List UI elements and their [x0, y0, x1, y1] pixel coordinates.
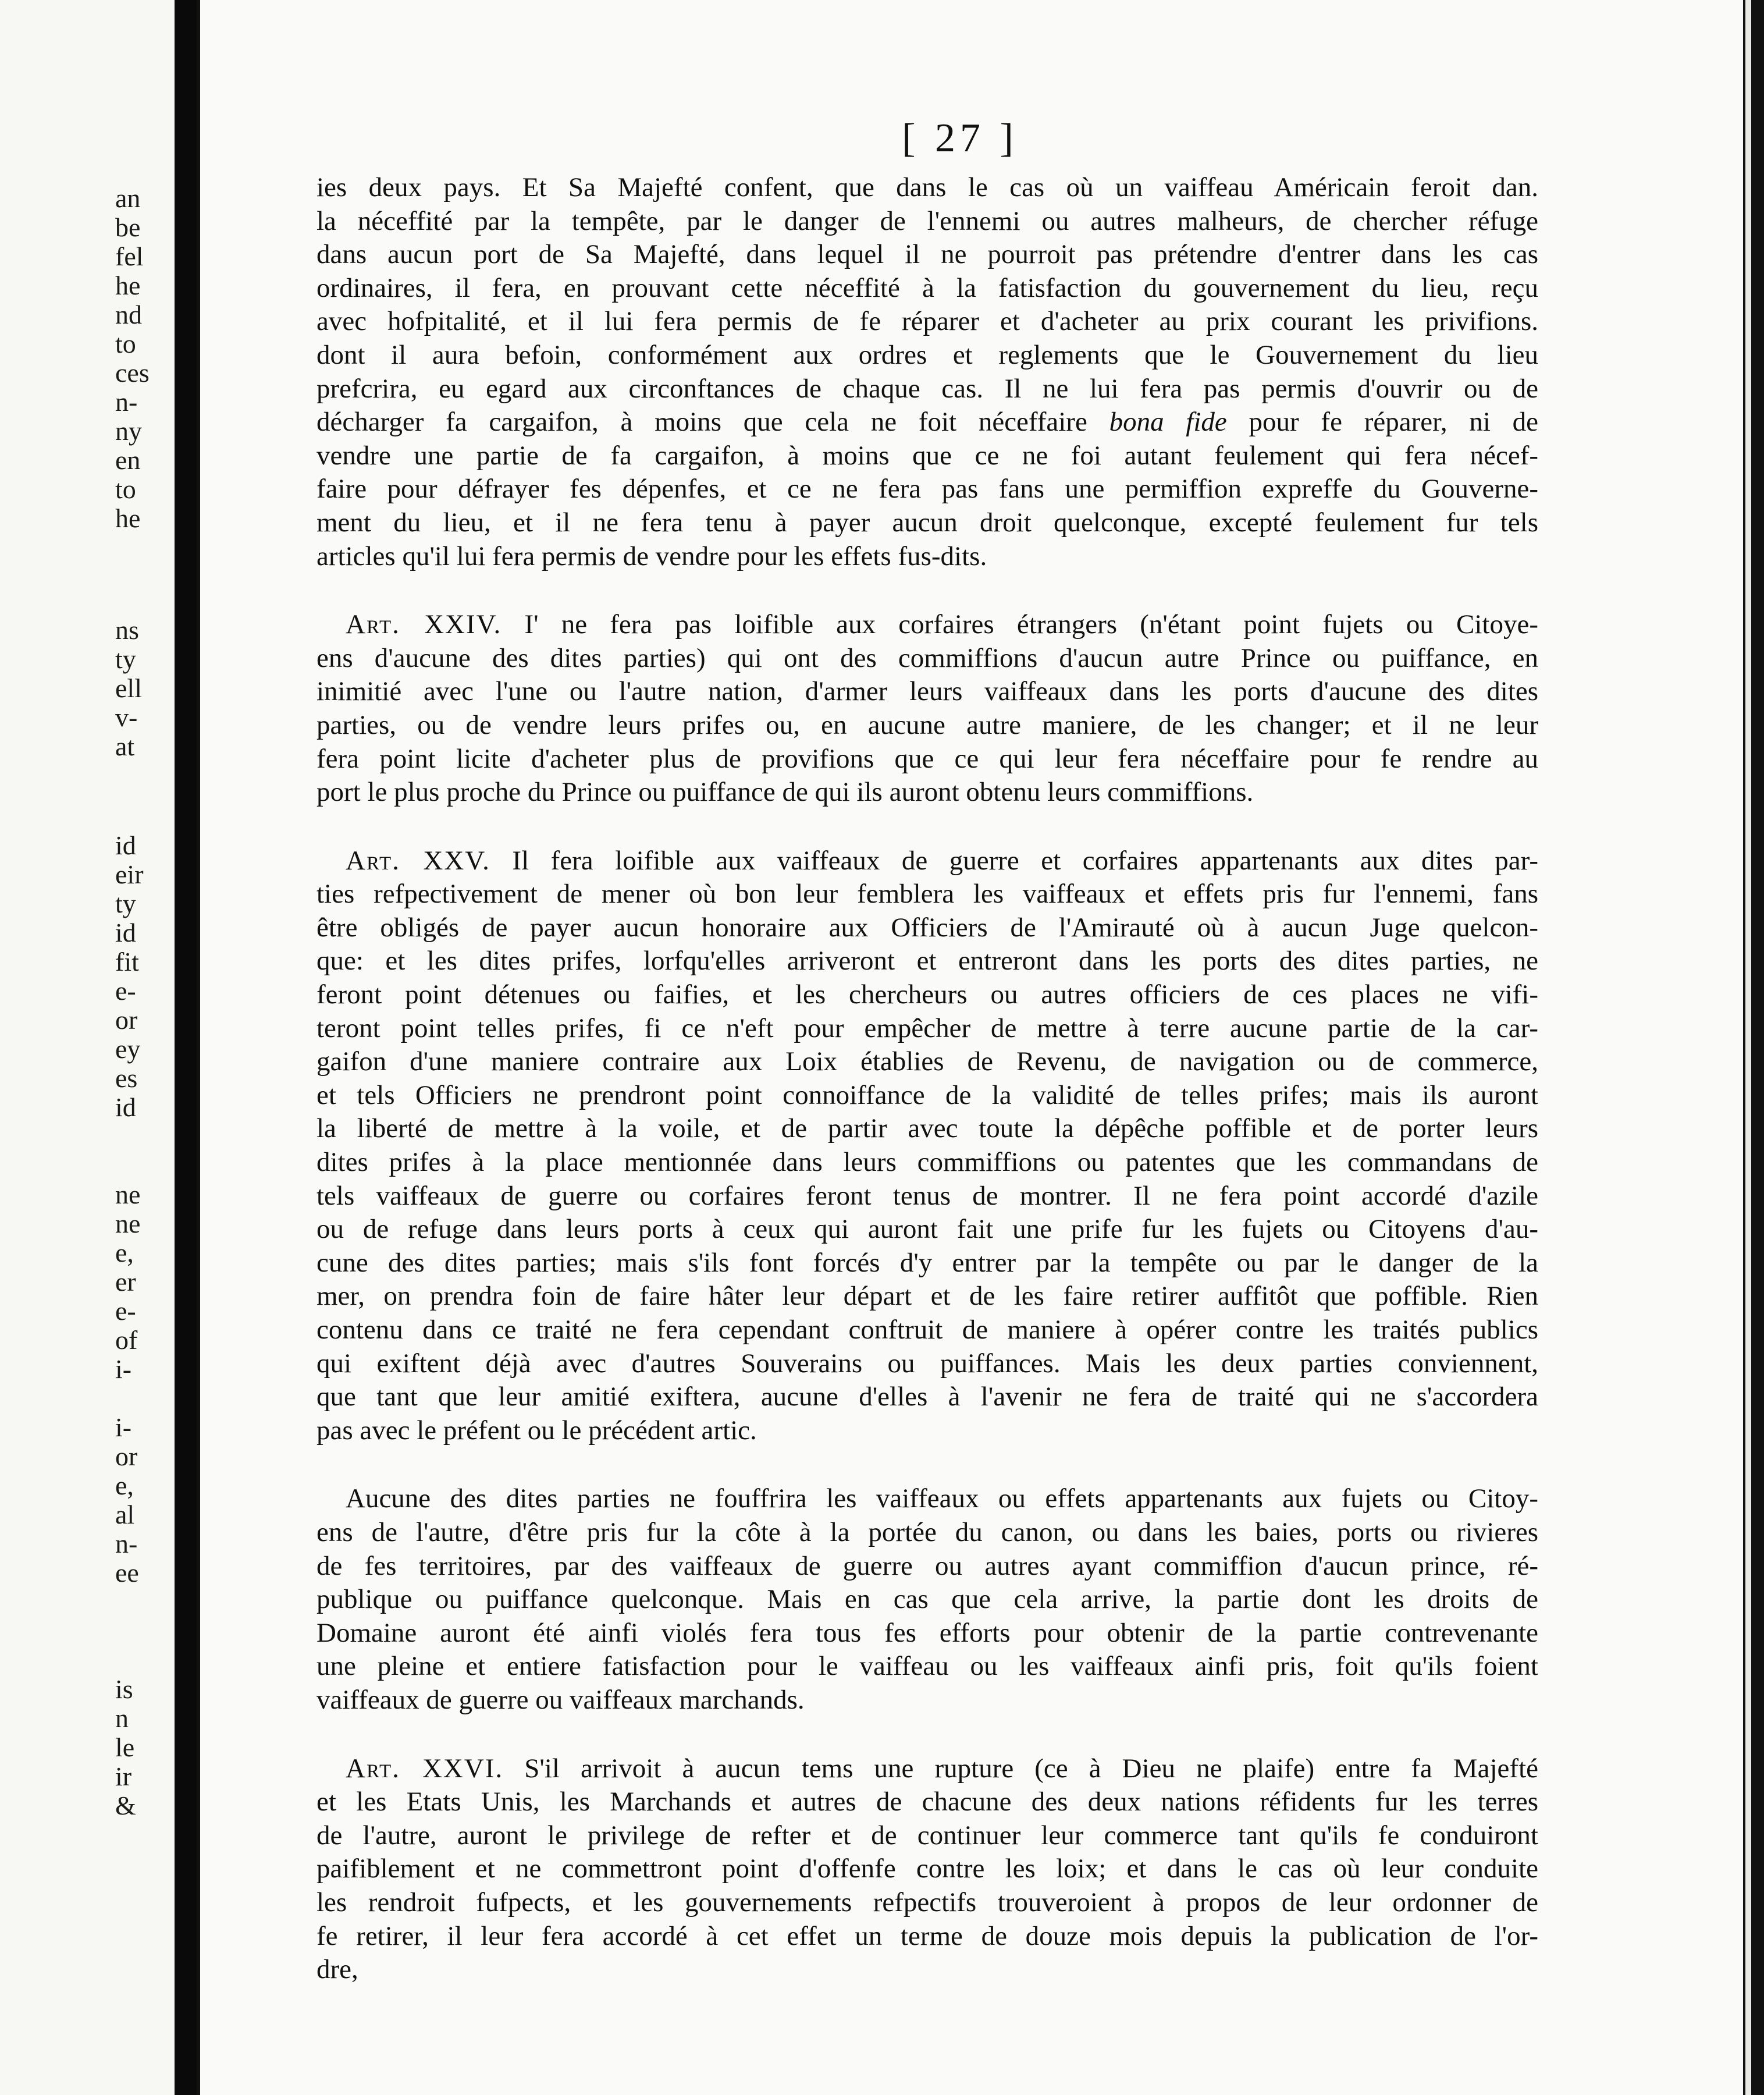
line-text: de fes territoires, par des vaiffeaux de guerre ou autres ayant commiffion d'aucun prince, ré-: [316, 1550, 1538, 1581]
text-line: [316, 272, 1538, 306]
facing-page-fragment: e,: [115, 1238, 134, 1267]
facing-page-fragment: n-: [115, 1529, 138, 1558]
text-line: [316, 1852, 1538, 1886]
line-text: avec hofpitalité, et il lui fera permis de fe réparer et d'acheter au prix courant les privifions.: [316, 306, 1538, 337]
text-line: [316, 1347, 1538, 1381]
facing-page-fragment: ny: [115, 416, 142, 446]
line-text: ties refpectivement de mener où bon leur femblera les vaiffeaux et effets pris fur l'ennemi, fans: [316, 879, 1538, 910]
text-line: [316, 978, 1538, 1012]
text-line: [316, 540, 1538, 574]
facing-page-fragment: be: [115, 212, 141, 242]
text-line: [316, 238, 1538, 272]
line-text: dont il aura befoin, conformément aux ordres et reglements que le Gouvernement du lieu: [316, 339, 1538, 370]
facing-page-fragment: ty: [115, 889, 136, 918]
text-line: [316, 1079, 1538, 1113]
line-text: dites prifes à la place mentionnée dans leurs commiffions ou patentes que les commandans de: [316, 1147, 1538, 1178]
facing-page-fragment: id: [115, 1092, 136, 1122]
page-edge-right: [1743, 0, 1764, 2095]
paragraph-p3: [316, 844, 1538, 1448]
facing-page-fragment: v-: [115, 702, 138, 732]
facing-page-fragment: n: [115, 1703, 129, 1733]
line-text: une pleine et entiere fatisfaction pour le vaiffeau ou les vaiffeaux ainfi pris, foit qu'ils foient: [316, 1651, 1538, 1682]
text-line: [316, 1146, 1538, 1180]
text-line: [316, 1247, 1538, 1280]
facing-page-fragment: he: [115, 271, 141, 300]
body-text: [316, 171, 1538, 1987]
facing-page-fragment: e-: [115, 1296, 136, 1326]
facing-page-fragment: ces: [115, 358, 150, 388]
line-text: cune des dites parties; mais s'ils font forcés d'y entrer par la tempête ou par le danger de la: [316, 1247, 1538, 1278]
text-line: [316, 1012, 1538, 1046]
book-gutter: [175, 0, 198, 2095]
facing-page-fragment: er: [115, 1267, 136, 1297]
facing-page-fragment: ey: [115, 1034, 141, 1064]
line-text: dans aucun port de Sa Majefté, dans lequel il ne pourroit pas prétendre d'entrer dans les cas: [316, 239, 1538, 270]
latin-phrase: bona fide: [1109, 407, 1227, 438]
text-line: [316, 1953, 1538, 1987]
text-line: [316, 776, 1538, 809]
facing-page-fragment: ns: [115, 615, 139, 645]
line-text: fera point licite d'acheter plus de provifions que ce qui leur fera néceffaire pour fe rendre au: [316, 743, 1538, 774]
facing-page-edge: [0, 0, 175, 2095]
article-label: Art. XXV.: [346, 845, 490, 876]
text-line: [316, 642, 1538, 676]
facing-page-fragment: al: [115, 1500, 135, 1529]
text-line: [316, 1482, 1538, 1516]
text-line: [316, 1785, 1538, 1819]
text-line: [316, 171, 1538, 205]
line-text: Il fera loifible aux vaiffeaux de guerre et corfaires appartenants aux dites par-: [490, 845, 1538, 876]
text-line: [316, 1550, 1538, 1583]
facing-page-fragment: en: [115, 445, 141, 475]
paragraph-gap: [316, 1447, 1538, 1482]
line-text: ou de refuge dans leurs ports à ceux qui auront fait une prife fur les fujets ou Citoyens d'au-: [316, 1214, 1538, 1245]
line-text: que tant que leur amitié exiftera, aucune d'elles à l'avenir ne fera de traité qui ne s'accordera: [316, 1382, 1538, 1412]
line-text: tels vaiffeaux de guerre ou corfaires feront tenus de montrer. Il ne fera point accordé d'azile: [316, 1180, 1538, 1211]
paragraph-gap: [316, 1717, 1538, 1752]
line-text: fe retirer, il leur fera accordé à cet effet un terme de douze mois depuis la publication de l'or-: [316, 1920, 1538, 1951]
text-line: [316, 1380, 1538, 1414]
line-text: gaifon d'une maniere contraire aux Loix établies de Revenu, de navigation ou de commerce,: [316, 1046, 1538, 1077]
line-text: vaiffeaux de guerre ou vaiffeaux marchands.: [316, 1684, 805, 1715]
facing-page-fragment: fel: [115, 242, 144, 271]
facing-page-fragment: fit: [115, 947, 139, 977]
line-text: feront point détenues ou faifies, et les chercheurs ou autres officiers de ces places ne vifi-: [316, 979, 1538, 1010]
text-line: [316, 1516, 1538, 1550]
line-text: et les Etats Unis, les Marchands et autres de chacune des deux nations réfidents fur les terres: [316, 1787, 1538, 1817]
facing-page-fragment: ne: [115, 1209, 141, 1238]
line-text: qui exiftent déjà avec d'autres Souverains ou puiffances. Mais les deux parties conviennent,: [316, 1348, 1538, 1379]
facing-page-fragment: ell: [115, 673, 142, 703]
line-text: pas avec le préfent ou le précédent artic.: [316, 1415, 757, 1446]
text-line: [316, 1414, 1538, 1448]
line-text: vendre une partie de fa cargaifon, à moins que ce ne foi autant feulement qui fera nécef-: [316, 440, 1538, 471]
paragraph-gap: [316, 809, 1538, 844]
facing-page-fragment: ty: [115, 644, 136, 674]
text-line: [316, 1112, 1538, 1146]
article-label: Art. XXIV.: [346, 609, 502, 640]
text-line: [316, 339, 1538, 372]
page-number: [ 27 ]: [902, 116, 1018, 161]
line-text: S'il arrivoit à aucun tems une rupture (ce à Dieu ne plaife) entre fa Majefté: [503, 1753, 1538, 1784]
line-text: être obligés de payer aucun honoraire aux Officiers de l'Amirauté où à aucun Juge quelcon-: [316, 912, 1538, 943]
line-text: ordinaires, il fera, en prouvant cette néceffité à la fatisfaction du gouvernement du lieu, reçu: [316, 272, 1538, 303]
facing-page-fragment: eir: [115, 860, 144, 889]
line-text: ies deux pays. Et Sa Majefté confent, que dans le cas où un vaiffeau Américain feroit dan.: [316, 172, 1538, 203]
text-line: [316, 911, 1538, 945]
facing-page-fragment: nd: [115, 300, 142, 329]
facing-page-fragment: or: [115, 1441, 138, 1471]
line-text: port le plus proche du Prince ou puiffance de qui ils auront obtenu leurs commiffions.: [316, 777, 1254, 808]
text-line: [316, 439, 1538, 473]
facing-page-fragment: ne: [115, 1180, 141, 1209]
line-text: paifiblement et ne commettront point d'offenfe contre les loix; et dans le cas où leur conduite: [316, 1853, 1538, 1884]
line-text: prefcrira, eu egard aux circonftances de chaque cas. Il ne lui fera pas permis d'ouvrir ou de: [316, 373, 1538, 404]
facing-page-fragment: to: [115, 329, 136, 358]
facing-page-fragment: id: [115, 918, 136, 947]
line-text: et tels Officiers ne prendront point connoiffance de la validité de telles prifes; mais ils auront: [316, 1080, 1538, 1110]
facing-page-fragment: n-: [115, 387, 138, 417]
text-line: [316, 878, 1538, 911]
line-text: Aucune des dites parties ne fouffrira les vaiffeaux ou effets appartenants aux fujets ou Citoy-: [346, 1483, 1538, 1514]
facing-page-fragment: at: [115, 732, 135, 761]
text-line: [316, 743, 1538, 776]
paragraph-p2: [316, 608, 1538, 809]
line-text: parties, ou de vendre leurs prifes ou, en aucune autre maniere, de les changer; et il ne leur: [316, 709, 1538, 740]
line-text: la néceffité par la tempête, par le danger de l'ennemi ou autres malheurs, de chercher réfuge: [316, 205, 1538, 236]
text-line: [316, 608, 1538, 642]
line-text: dre,: [316, 1954, 358, 1985]
text-line: [316, 1752, 1538, 1786]
line-text: inimitié avec l'une ou l'autre nation, d'armer leurs vaiffeaux dans les ports d'aucune des dites: [316, 676, 1538, 707]
line-text: les rendroit fufpects, et les gouvernements refpectifs trouveroient à propos de leur ordonner de: [316, 1887, 1538, 1918]
line-text: ens d'aucune des dites parties) qui ont des commiffions d'aucun autre Prince ou puiffance, en: [316, 642, 1538, 673]
text-line: [316, 1684, 1538, 1717]
facing-page-fragment: of: [115, 1325, 138, 1355]
line-text: contenu dans ce traité ne fera cependant conftruit de maniere à opérer contre les traités publics: [316, 1315, 1538, 1345]
facing-page-fragment: id: [115, 830, 136, 860]
facing-page-fragment: an: [115, 183, 141, 213]
text-line: [316, 1313, 1538, 1347]
article-label: Art. XXVI.: [346, 1753, 504, 1784]
text-line: [316, 1213, 1538, 1247]
line-text: faire pour défrayer fes dépenfes, et ce ne fera pas fans une permiffion expreffe du Gouverne-: [316, 474, 1538, 505]
line-text: teront point telles prifes, fi ce n'eft pour empêcher de mettre à terre aucune partie de la car-: [316, 1013, 1538, 1043]
facing-page-fragment: i-: [115, 1412, 132, 1442]
line-text: mer, on prendra foin de faire hâter leur départ et de les faire retirer auffitôt que poffible. Rien: [316, 1281, 1538, 1312]
text-line: [316, 844, 1538, 878]
text-line: [316, 1886, 1538, 1920]
paragraph-p1: [316, 171, 1538, 573]
text-line: [316, 1920, 1538, 1954]
text-line: [316, 473, 1538, 506]
text-line: [316, 1045, 1538, 1079]
text-line: [316, 1280, 1538, 1313]
text-line: [316, 305, 1538, 339]
line-text: articles qu'il lui fera permis de vendre pour les effets fus-dits.: [316, 541, 987, 571]
line-text: publique ou puiffance quelconque. Mais en cas que cela arrive, la partie dont les droits de: [316, 1584, 1538, 1615]
facing-page-fragment: &: [115, 1791, 136, 1820]
line-text: de l'autre, auront le privilege de refter et de continuer leur commerce tant qu'ils fe conduiront: [316, 1820, 1538, 1851]
facing-page-fragment: ee: [115, 1558, 139, 1588]
text-line: [316, 205, 1538, 239]
text-line: [316, 1180, 1538, 1213]
line-text: que: et les dites prifes, lorfqu'elles arriveront et entreront dans les ports des dites parties, ne: [316, 946, 1538, 977]
paragraph-gap: [316, 573, 1538, 608]
facing-page-fragment: i-: [115, 1354, 132, 1384]
facing-page-fragment: le: [115, 1732, 135, 1762]
facing-page-fragment: e-: [115, 976, 136, 1006]
line-text: I' ne fera pas loifible aux corfaires étrangers (n'étant point fujets ou Citoye-: [502, 609, 1538, 640]
facing-page-fragment: to: [115, 474, 136, 504]
facing-page-fragment: he: [115, 503, 141, 533]
paragraph-p4: [316, 1482, 1538, 1717]
text-line: [316, 372, 1538, 406]
line-text: ens de l'autre, d'être pris fur la côte à la portée du canon, ou dans les baies, ports ou rivieres: [316, 1517, 1538, 1547]
facing-page-fragment: es: [115, 1063, 138, 1093]
text-line: [316, 1650, 1538, 1684]
paragraph-p5: [316, 1752, 1538, 1987]
facing-page-fragment: e,: [115, 1471, 134, 1500]
facing-page-fragment: is: [115, 1674, 133, 1704]
line-text: Domaine auront été ainfi violés fera tous fes efforts pour obtenir de la partie contrevenante: [316, 1617, 1538, 1648]
text-line: [316, 506, 1538, 540]
facing-page-fragment: or: [115, 1005, 138, 1035]
text-line: [316, 709, 1538, 743]
line-text: ment du lieu, et il ne fera tenu à payer aucun droit quelconque, excepté feulement fur tels: [316, 507, 1538, 538]
line-text: décharger fa cargaifon, à moins que cela ne foit néceffaire bona fide pour fe réparer, ni de: [316, 407, 1538, 438]
text-line: [316, 1819, 1538, 1853]
text-line: [316, 944, 1538, 978]
text-line: [316, 1617, 1538, 1650]
text-line: [316, 406, 1538, 439]
text-line: [316, 675, 1538, 709]
text-line: [316, 1583, 1538, 1617]
line-text: la liberté de mettre à la voile, et de partir avec toute la dépêche poffible et de porter leurs: [316, 1113, 1538, 1144]
facing-page-fragment: ir: [115, 1762, 132, 1791]
